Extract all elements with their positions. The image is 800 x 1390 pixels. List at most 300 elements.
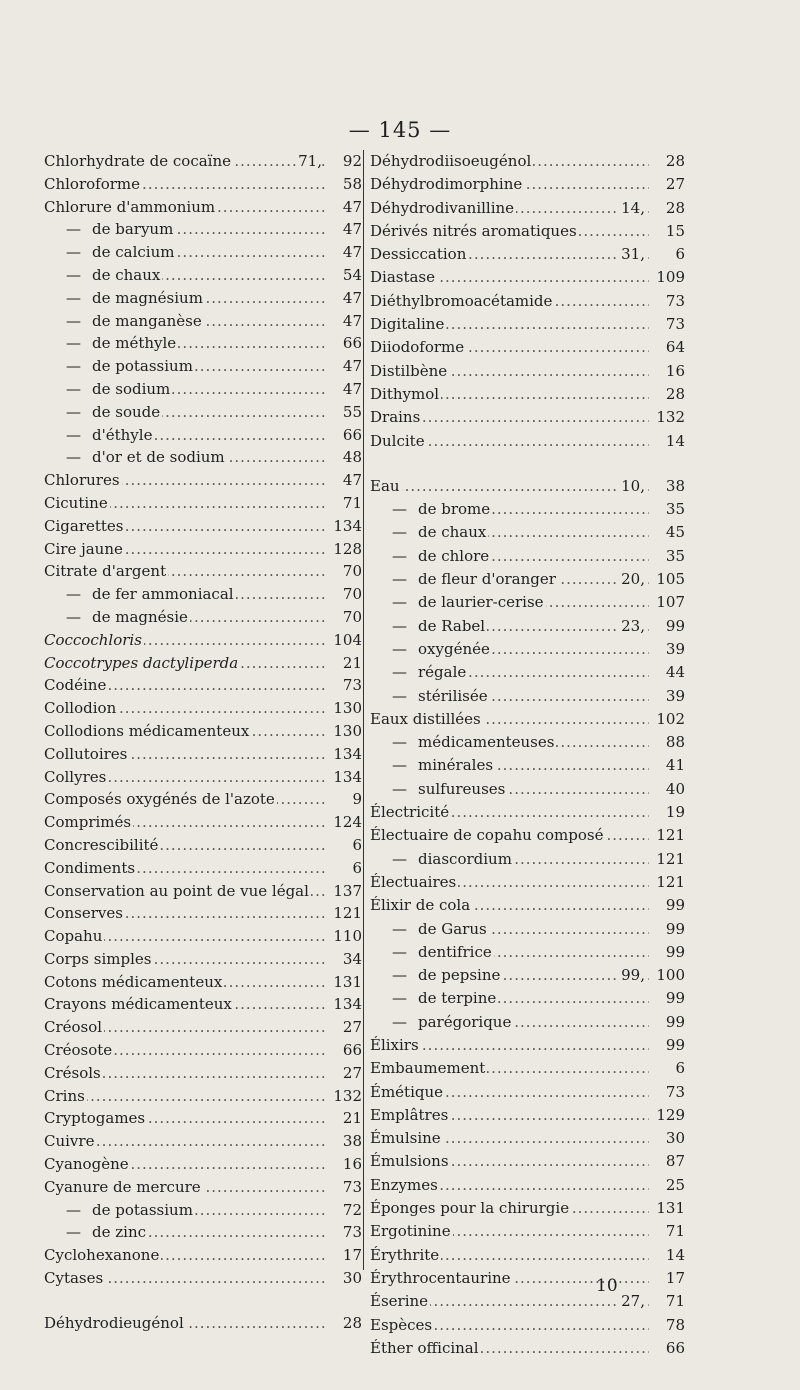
index-page-number: 132 bbox=[328, 1085, 362, 1108]
index-extra-page: 23, bbox=[619, 615, 645, 638]
index-entry bbox=[370, 1174, 685, 1197]
index-entry bbox=[44, 697, 362, 720]
index-term: Collodion bbox=[44, 699, 117, 718]
index-entry bbox=[370, 1057, 685, 1080]
index-entry bbox=[370, 1150, 685, 1173]
index-entry bbox=[370, 1197, 685, 1220]
index-page-number: 71 bbox=[651, 1220, 685, 1243]
index-entry bbox=[370, 150, 685, 173]
index-page-number: 39 bbox=[651, 685, 685, 708]
index-page-number: 47 bbox=[328, 241, 362, 264]
index-term: Eaux distillées bbox=[370, 709, 481, 728]
index-term: Chlorures bbox=[44, 471, 120, 490]
index-entry bbox=[44, 1039, 362, 1062]
index-term: diascordium bbox=[370, 850, 514, 868]
index-term: Cyanogène bbox=[44, 1155, 129, 1174]
ditto-dash: — bbox=[66, 288, 81, 307]
index-entry bbox=[370, 685, 685, 708]
index-page-number: 28 bbox=[328, 1312, 362, 1335]
ditto-dash: — bbox=[392, 570, 407, 589]
index-term: Dérivés nitrés aromatiques bbox=[370, 221, 577, 240]
index-entry bbox=[44, 264, 362, 287]
index-entry bbox=[44, 1312, 362, 1335]
index-term: de baryum bbox=[44, 220, 175, 238]
index-page-number: 73 bbox=[651, 1081, 685, 1104]
index-entry bbox=[44, 1085, 362, 1108]
index-term: Ergotinine bbox=[370, 1222, 451, 1241]
ditto-dash: — bbox=[66, 311, 81, 330]
index-page-number: 47 bbox=[328, 355, 362, 378]
index-entry bbox=[44, 880, 362, 903]
index-page-number: 14 bbox=[651, 1244, 685, 1267]
index-entry bbox=[370, 430, 685, 453]
index-page-number: 66 bbox=[651, 1337, 685, 1360]
index-term: Érythrocentaurine bbox=[370, 1268, 511, 1287]
index-page-number: 39 bbox=[651, 638, 685, 661]
index-page-number: 87 bbox=[651, 1150, 685, 1173]
index-term: parégorique bbox=[370, 1013, 513, 1031]
index-page-number: 47 bbox=[328, 218, 362, 241]
index-term: Cryptogames bbox=[44, 1109, 146, 1128]
index-page-number: 71 bbox=[651, 1290, 685, 1313]
index-entry bbox=[370, 243, 685, 266]
index-page-number: 66 bbox=[328, 424, 362, 447]
ditto-dash: — bbox=[66, 1200, 81, 1219]
index-entry bbox=[370, 778, 685, 801]
index-entry bbox=[370, 591, 685, 614]
ditto-dash: — bbox=[392, 616, 407, 635]
index-term: Éther officinal bbox=[370, 1338, 479, 1357]
index-page-number: 124 bbox=[328, 811, 362, 834]
index-page-number: 40 bbox=[651, 778, 685, 801]
index-term: Créosol bbox=[44, 1018, 103, 1037]
index-page-number: 134 bbox=[328, 515, 362, 538]
index-entry bbox=[370, 894, 685, 917]
index-page-number: 71 bbox=[328, 492, 362, 515]
index-entry bbox=[44, 811, 362, 834]
index-entry bbox=[370, 1290, 685, 1313]
index-entry bbox=[44, 720, 362, 743]
ditto-dash: — bbox=[66, 448, 81, 467]
index-page-number: 102 bbox=[651, 708, 685, 731]
index-entry bbox=[44, 1176, 362, 1199]
index-entry bbox=[370, 360, 685, 383]
index-page-number: 15 bbox=[651, 220, 685, 243]
index-entry bbox=[44, 446, 362, 469]
index-page-number: 134 bbox=[328, 743, 362, 766]
index-page-number: 27 bbox=[328, 1062, 362, 1085]
index-term: Électricité bbox=[370, 803, 450, 822]
index-extra-page: 20, bbox=[619, 568, 645, 591]
index-page-number: 128 bbox=[328, 538, 362, 561]
index-term: Émétique bbox=[370, 1082, 444, 1101]
index-term: Éponges pour la chirurgie bbox=[370, 1199, 570, 1218]
index-term: Électuaire de copahu composé bbox=[370, 826, 604, 845]
index-term: Déhydrodiisoeugénol bbox=[370, 152, 532, 170]
index-term: Érythrite bbox=[370, 1245, 440, 1264]
index-entry bbox=[370, 1034, 685, 1057]
index-entry bbox=[370, 754, 685, 777]
index-entry bbox=[44, 1244, 362, 1267]
index-entry bbox=[44, 1062, 362, 1085]
index-entry bbox=[44, 401, 362, 424]
index-term: Emplâtres bbox=[370, 1105, 449, 1124]
index-entry bbox=[370, 1267, 685, 1290]
index-entry bbox=[44, 1221, 362, 1244]
index-page-number: 73 bbox=[328, 1221, 362, 1244]
index-entry bbox=[44, 378, 362, 401]
ditto-dash: — bbox=[392, 593, 407, 612]
index-entry bbox=[370, 383, 685, 406]
index-term: Digitaline bbox=[370, 315, 445, 334]
ditto-dash: — bbox=[392, 1012, 407, 1031]
index-entry bbox=[44, 583, 362, 606]
index-entry bbox=[370, 987, 685, 1010]
index-term: dentifrice bbox=[370, 943, 494, 961]
index-term: Cyanure de mercure bbox=[44, 1177, 201, 1196]
index-entry bbox=[44, 173, 362, 196]
ditto-dash: — bbox=[66, 220, 81, 239]
index-entry bbox=[44, 925, 362, 948]
index-term: minérales bbox=[370, 756, 495, 774]
index-term: Chloroforme bbox=[44, 174, 141, 193]
index-term: de zinc bbox=[44, 1223, 148, 1241]
index-term: Copahu bbox=[44, 927, 103, 946]
index-page-number: 45 bbox=[651, 521, 685, 544]
index-entry bbox=[370, 1081, 685, 1104]
ditto-dash: — bbox=[392, 546, 407, 565]
index-term: Crins bbox=[44, 1086, 85, 1105]
index-page-number: 110 bbox=[328, 925, 362, 948]
ditto-dash: — bbox=[66, 334, 81, 353]
index-page-number: 99 bbox=[651, 918, 685, 941]
index-page-number: 88 bbox=[651, 731, 685, 754]
index-page-number: 73 bbox=[651, 313, 685, 336]
index-entry bbox=[370, 848, 685, 871]
index-entry bbox=[44, 332, 362, 355]
index-extra-page: 14, bbox=[619, 197, 645, 220]
index-entry bbox=[44, 743, 362, 766]
index-page-number: 64 bbox=[651, 336, 685, 359]
index-entry bbox=[44, 629, 362, 652]
index-page-number: 73 bbox=[328, 1176, 362, 1199]
index-entry bbox=[44, 1199, 362, 1222]
ditto-dash: — bbox=[66, 1223, 81, 1242]
index-page-number: 99 bbox=[651, 1034, 685, 1057]
ditto-dash: — bbox=[392, 849, 407, 868]
index-term: de potassium bbox=[44, 357, 195, 375]
index-term: Cigarettes bbox=[44, 516, 124, 535]
index-entry bbox=[370, 521, 685, 544]
index-term: Élixir de cola bbox=[370, 896, 471, 915]
signature-mark: 10 bbox=[596, 1276, 618, 1296]
index-page-number: 130 bbox=[328, 720, 362, 743]
index-term: Drains bbox=[370, 408, 421, 427]
index-page-number: 19 bbox=[651, 801, 685, 824]
index-term: Embaumement bbox=[370, 1059, 486, 1078]
ditto-dash: — bbox=[66, 357, 81, 376]
index-term: Émulsine bbox=[370, 1129, 441, 1148]
index-page-number: 35 bbox=[651, 545, 685, 568]
index-term: Corps simples bbox=[44, 949, 152, 968]
index-extra-page: 27, bbox=[619, 1290, 645, 1313]
index-page-number: 58 bbox=[328, 173, 362, 196]
index-term: de méthyle bbox=[44, 334, 178, 352]
index-entry bbox=[370, 1011, 685, 1034]
index-page-number: 66 bbox=[328, 1039, 362, 1062]
index-page-number: 99 bbox=[651, 1011, 685, 1034]
index-entry bbox=[370, 406, 685, 429]
index-term: Codéine bbox=[44, 676, 107, 695]
index-page-number: 47 bbox=[328, 378, 362, 401]
index-entry bbox=[370, 941, 685, 964]
index-entry bbox=[370, 313, 685, 336]
index-page-number: 38 bbox=[651, 475, 685, 498]
index-term: Collyres bbox=[44, 767, 107, 786]
index-page-number: 44 bbox=[651, 661, 685, 684]
index-page-number: 92 bbox=[328, 150, 362, 173]
index-page-number: 25 bbox=[651, 1174, 685, 1197]
index-page-number: 70 bbox=[328, 560, 362, 583]
index-extra-page: 99, bbox=[619, 964, 645, 987]
ditto-dash: — bbox=[392, 663, 407, 682]
index-page-number: 73 bbox=[651, 290, 685, 313]
index-page-number: 21 bbox=[328, 1107, 362, 1130]
index-term: de Rabel bbox=[370, 617, 487, 635]
index-page-number: 78 bbox=[651, 1314, 685, 1337]
index-page-number: 34 bbox=[328, 948, 362, 971]
index-page-number: 9 bbox=[328, 788, 362, 811]
index-entry bbox=[370, 964, 685, 987]
index-term: Dessiccation bbox=[370, 245, 467, 264]
index-entry bbox=[44, 788, 362, 811]
index-page-number: 16 bbox=[328, 1153, 362, 1176]
index-entry bbox=[370, 661, 685, 684]
index-page-number: 28 bbox=[651, 197, 685, 220]
index-page-number: 38 bbox=[328, 1130, 362, 1153]
index-entry bbox=[44, 971, 362, 994]
index-entry bbox=[370, 336, 685, 359]
index-entry bbox=[370, 801, 685, 824]
index-term: de laurier-cerise bbox=[370, 593, 546, 611]
index-term: Composés oxygénés de l'azote bbox=[44, 790, 275, 809]
index-page-number: 27 bbox=[328, 1016, 362, 1039]
index-term: de chaux bbox=[370, 523, 488, 541]
index-page-number: 17 bbox=[651, 1267, 685, 1290]
index-term: de soude bbox=[44, 403, 162, 421]
index-page-number: 100 bbox=[651, 964, 685, 987]
index-page-number: 134 bbox=[328, 993, 362, 1016]
index-term: de pepsine bbox=[370, 966, 502, 984]
index-term: Cuivre bbox=[44, 1132, 95, 1151]
index-term: de chaux bbox=[44, 266, 162, 284]
index-entry bbox=[44, 560, 362, 583]
index-term: Concrescibilité bbox=[44, 835, 159, 854]
index-page-number: 70 bbox=[328, 583, 362, 606]
index-term: Cicutine bbox=[44, 493, 108, 512]
index-term: de calcium bbox=[44, 243, 176, 261]
index-page-number: 105 bbox=[651, 568, 685, 591]
index-entry bbox=[44, 993, 362, 1016]
index-term: Diéthylbromoacétamide bbox=[370, 291, 553, 310]
index-entry bbox=[370, 290, 685, 313]
index-term: régale bbox=[370, 663, 468, 681]
index-page-number: 47 bbox=[328, 310, 362, 333]
index-page-number: 17 bbox=[328, 1244, 362, 1267]
index-page-number: 121 bbox=[651, 824, 685, 847]
ditto-dash: — bbox=[392, 942, 407, 961]
index-term: de Garus bbox=[370, 920, 489, 938]
ditto-dash: — bbox=[66, 379, 81, 398]
index-page-number: 121 bbox=[651, 871, 685, 894]
index-term: Conservation au point de vue légal bbox=[44, 881, 309, 900]
index-term: Dulcite bbox=[370, 431, 425, 450]
index-page-number: 131 bbox=[651, 1197, 685, 1220]
index-entry bbox=[44, 834, 362, 857]
index-term: de fer ammoniacal bbox=[44, 585, 236, 603]
index-entry bbox=[370, 498, 685, 521]
index-page-number: 21 bbox=[328, 652, 362, 675]
index-page-number: 129 bbox=[651, 1104, 685, 1127]
index-entry bbox=[370, 1314, 685, 1337]
index-page-number: 47 bbox=[328, 469, 362, 492]
index-term: Conserves bbox=[44, 904, 123, 923]
index-entry bbox=[370, 173, 685, 196]
index-term: de brome bbox=[370, 500, 492, 518]
index-term: Crayons médicamenteux bbox=[44, 995, 232, 1014]
index-entry bbox=[44, 766, 362, 789]
index-entry bbox=[44, 538, 362, 561]
column-divider bbox=[363, 150, 364, 1270]
index-page-number: 55 bbox=[328, 401, 362, 424]
index-term: Distilbène bbox=[370, 361, 448, 380]
index-term: stérilisée bbox=[370, 687, 490, 705]
index-entry bbox=[44, 1130, 362, 1153]
ditto-dash: — bbox=[392, 523, 407, 542]
index-page-number: 54 bbox=[328, 264, 362, 287]
index-page-number: 134 bbox=[328, 766, 362, 789]
index-page-number: 35 bbox=[651, 498, 685, 521]
index-term: Créosote bbox=[44, 1041, 113, 1060]
index-page-number: 27 bbox=[651, 173, 685, 196]
index-entry bbox=[44, 355, 362, 378]
index-entry bbox=[44, 287, 362, 310]
index-term: d'or et de sodium bbox=[44, 448, 227, 466]
index-entry bbox=[370, 220, 685, 243]
index-page-number: 6 bbox=[328, 857, 362, 880]
index-term: Crésols bbox=[44, 1063, 101, 1082]
index-term: Émulsions bbox=[370, 1152, 449, 1171]
index-term: Déhydrodivanilline bbox=[370, 198, 515, 217]
index-entry bbox=[370, 638, 685, 661]
index-page-number: 99 bbox=[651, 615, 685, 638]
index-term: de terpine bbox=[370, 989, 498, 1007]
index-term: Chlorure d'ammonium bbox=[44, 197, 216, 216]
index-term: Coccochloris bbox=[44, 630, 142, 649]
index-page-number: 47 bbox=[328, 196, 362, 219]
index-term: d'éthyle bbox=[44, 426, 154, 444]
index-entry bbox=[370, 266, 685, 289]
index-page-number: 66 bbox=[328, 332, 362, 355]
index-page-number: 132 bbox=[651, 406, 685, 429]
index-term: médicamenteuses bbox=[370, 733, 556, 751]
index-term: Chlorhydrate de cocaïne bbox=[44, 152, 232, 170]
index-entry bbox=[44, 310, 362, 333]
index-page-number: 121 bbox=[651, 848, 685, 871]
index-page-number: 14 bbox=[651, 430, 685, 453]
ditto-dash: — bbox=[66, 402, 81, 421]
ditto-dash: — bbox=[66, 585, 81, 604]
index-entry bbox=[44, 1153, 362, 1176]
index-entry bbox=[370, 475, 685, 498]
ditto-dash: — bbox=[392, 919, 407, 938]
index-term: de sodium bbox=[44, 380, 172, 398]
index-term: de manganèse bbox=[44, 312, 204, 330]
index-entry bbox=[44, 469, 362, 492]
index-page-number: 28 bbox=[651, 383, 685, 406]
index-term: Cytases bbox=[44, 1269, 104, 1288]
index-entry bbox=[370, 197, 685, 220]
ditto-dash: — bbox=[392, 756, 407, 775]
index-term: Élixirs bbox=[370, 1035, 419, 1054]
index-page-number: 30 bbox=[328, 1267, 362, 1290]
index-entry bbox=[44, 948, 362, 971]
ditto-dash: — bbox=[392, 733, 407, 752]
index-term: Éserine bbox=[370, 1292, 429, 1311]
index-page-number: 6 bbox=[328, 834, 362, 857]
index-page-number: 48 bbox=[328, 446, 362, 469]
index-page-number: 107 bbox=[651, 591, 685, 614]
index-entry bbox=[370, 824, 685, 847]
index-entry bbox=[370, 871, 685, 894]
ditto-dash: — bbox=[392, 989, 407, 1008]
index-entry bbox=[370, 1127, 685, 1150]
index-extra-page: 10, bbox=[619, 475, 645, 498]
index-page-number: 130 bbox=[328, 697, 362, 720]
ditto-dash: — bbox=[392, 500, 407, 519]
index-term: de magnésie bbox=[44, 608, 190, 626]
index-page-number: 30 bbox=[651, 1127, 685, 1150]
index-term: Cotons médicamenteux bbox=[44, 972, 223, 991]
index-entry bbox=[44, 1016, 362, 1039]
index-entry bbox=[370, 918, 685, 941]
index-term: oxygénée bbox=[370, 640, 492, 658]
index-term: de chlore bbox=[370, 547, 491, 565]
ditto-dash: — bbox=[392, 686, 407, 705]
ditto-dash: — bbox=[392, 639, 407, 658]
index-term: Condiments bbox=[44, 858, 136, 877]
index-entry bbox=[44, 652, 362, 675]
index-extra-page: 71, bbox=[296, 150, 322, 173]
index-entry bbox=[44, 196, 362, 219]
index-term: Diastase bbox=[370, 268, 436, 287]
index-entry bbox=[44, 424, 362, 447]
index-term: Électuaires bbox=[370, 872, 457, 891]
index-term: Cyclohexanone bbox=[44, 1246, 160, 1265]
index-page-number: 131 bbox=[328, 971, 362, 994]
index-column-right bbox=[370, 150, 685, 1360]
index-page-number: 137 bbox=[328, 880, 362, 903]
ditto-dash: — bbox=[392, 966, 407, 985]
index-term: Diiodoforme bbox=[370, 338, 465, 357]
index-term: Collutoires bbox=[44, 744, 128, 763]
index-term: Eau bbox=[370, 476, 400, 495]
index-page-number: 41 bbox=[651, 754, 685, 777]
index-entry bbox=[44, 492, 362, 515]
index-column-left bbox=[44, 150, 362, 1335]
index-entry bbox=[44, 674, 362, 697]
index-entry bbox=[370, 731, 685, 754]
